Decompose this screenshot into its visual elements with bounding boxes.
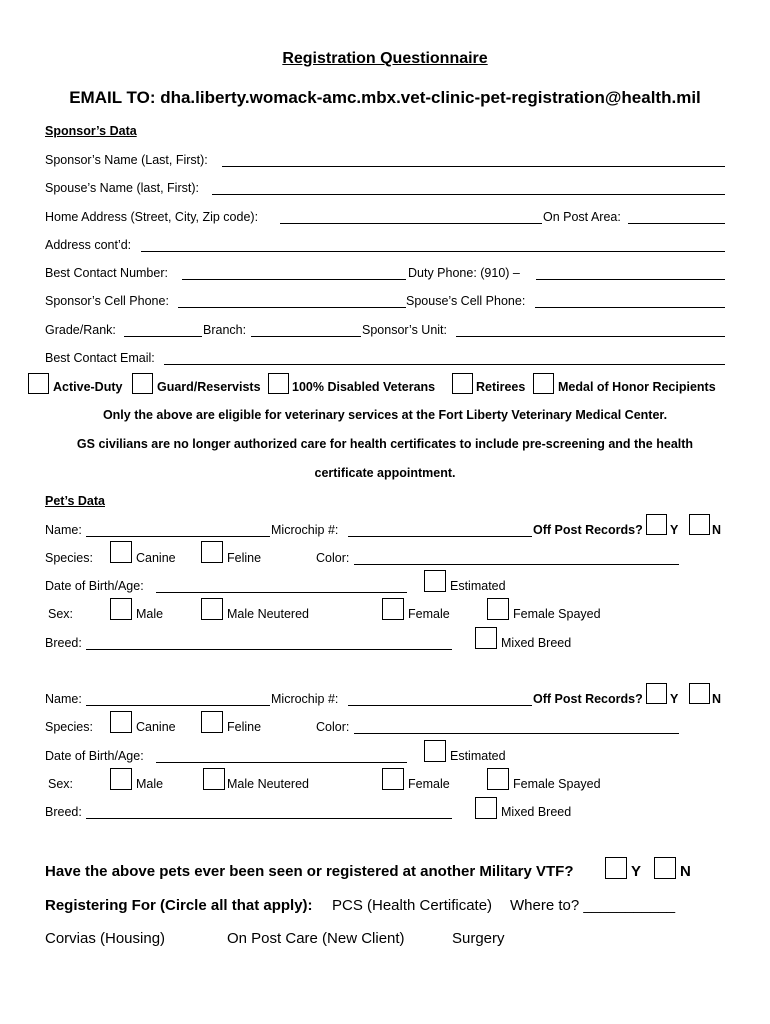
pet2-sex-label: Sex: (48, 777, 74, 791)
pet2-canine-label: Canine (136, 720, 176, 734)
pet2-canine-checkbox[interactable] (110, 711, 132, 733)
address-cont-field[interactable] (141, 251, 725, 252)
pet1-female-spayed-label: Female Spayed (513, 607, 601, 621)
registering-for-label: Registering For (Circle all that apply): (45, 897, 313, 914)
pet1-name-field[interactable] (86, 536, 270, 537)
home-address-label: Home Address (Street, City, Zip code): (45, 210, 259, 224)
pet2-off-post-yes-checkbox[interactable] (646, 683, 667, 704)
retirees-checkbox[interactable] (452, 373, 473, 394)
sponsor-unit-field[interactable] (456, 336, 725, 337)
pet1-male-label: Male (136, 607, 164, 621)
pet1-sex-label: Sex: (48, 607, 74, 621)
best-contact-email-field[interactable] (164, 364, 725, 365)
pet2-male-checkbox[interactable] (110, 768, 132, 790)
best-contact-number-field[interactable] (182, 279, 406, 280)
spouse-name-label: Spouse’s Name (last, First): (45, 181, 199, 195)
pet1-dob-field[interactable] (156, 592, 407, 593)
pet1-estimated-label: Estimated (450, 579, 506, 593)
address-cont-label: Address cont’d: (45, 238, 132, 252)
pet1-male-neutered-checkbox[interactable] (201, 598, 223, 620)
pet2-microchip-field[interactable] (348, 705, 532, 706)
on-post-area-field[interactable] (628, 223, 725, 224)
gs-civilians-note-cont: certificate appointment. (314, 466, 456, 480)
sponsor-name-label: Sponsor’s Name (Last, First): (45, 153, 208, 167)
pet2-off-post-yes-label: Y (670, 692, 679, 706)
pet2-feline-label: Feline (227, 720, 262, 734)
pet2-female-spayed-label: Female Spayed (513, 777, 601, 791)
pet1-female-label: Female (408, 607, 450, 621)
pet2-estimated-checkbox[interactable] (424, 740, 446, 762)
other-vtf-yes-label: Y (631, 863, 642, 880)
pet1-mixed-breed-label: Mixed Breed (501, 636, 572, 650)
where-to-field[interactable]: Where to? ___________ (510, 897, 676, 914)
pet1-canine-label: Canine (136, 551, 176, 565)
pet2-dob-field[interactable] (156, 762, 407, 763)
pet1-microchip-field[interactable] (348, 536, 532, 537)
pet1-off-post-yes-checkbox[interactable] (646, 514, 667, 535)
pet1-dob-label: Date of Birth/Age: (45, 579, 144, 593)
pet2-name-label: Name: (45, 692, 82, 706)
pet1-color-field[interactable] (354, 564, 679, 565)
pet2-estimated-label: Estimated (450, 749, 506, 763)
pet1-female-checkbox[interactable] (382, 598, 404, 620)
pet2-breed-label: Breed: (45, 805, 82, 819)
pet1-off-post-no-label: N (712, 523, 722, 537)
sponsor-cell-label: Sponsor’s Cell Phone: (45, 294, 169, 308)
retirees-label: Retirees (476, 380, 526, 394)
spouse-cell-label: Spouse’s Cell Phone: (406, 294, 526, 308)
pet1-feline-checkbox[interactable] (201, 541, 223, 563)
pet2-color-label: Color: (316, 720, 350, 734)
pet2-female-label: Female (408, 777, 450, 791)
pet2-color-field[interactable] (354, 733, 679, 734)
pet2-microchip-label: Microchip #: (271, 692, 339, 706)
sponsor-unit-label: Sponsor’s Unit: (362, 323, 447, 337)
pet1-estimated-checkbox[interactable] (424, 570, 446, 592)
pet1-off-post-label: Off Post Records? (533, 523, 643, 537)
form-title: Registration Questionnaire (282, 50, 488, 67)
on-post-area-label: On Post Area: (543, 210, 621, 224)
grade-rank-label: Grade/Rank: (45, 323, 116, 337)
pet1-feline-label: Feline (227, 551, 262, 565)
pet1-female-spayed-checkbox[interactable] (487, 598, 509, 620)
pet1-male-neutered-label: Male Neutered (227, 607, 309, 621)
pet2-male-neutered-checkbox[interactable] (203, 768, 225, 790)
disabled-veterans-label: 100% Disabled Veterans (292, 380, 436, 394)
pet2-off-post-no-checkbox[interactable] (689, 683, 710, 704)
duty-phone-label: Duty Phone: (910) – (408, 266, 520, 280)
on-post-care-option[interactable]: On Post Care (New Client) (227, 930, 405, 947)
pet-section-title: Pet’s Data (45, 494, 105, 508)
sponsor-section-title: Sponsor’s Data (45, 124, 137, 138)
guard-reservists-label: Guard/Reservists (157, 380, 261, 394)
spouse-cell-field[interactable] (535, 307, 725, 308)
pet2-feline-checkbox[interactable] (201, 711, 223, 733)
branch-label: Branch: (203, 323, 247, 337)
sponsor-name-field[interactable] (222, 166, 725, 167)
pet1-mixed-breed-checkbox[interactable] (475, 627, 497, 649)
pet1-species-label: Species: (45, 551, 93, 565)
grade-rank-field[interactable] (124, 336, 202, 337)
best-contact-email-label: Best Contact Email: (45, 351, 155, 365)
pet2-breed-field[interactable] (86, 818, 452, 819)
pet2-female-checkbox[interactable] (382, 768, 404, 790)
guard-reservists-checkbox[interactable] (132, 373, 153, 394)
pet2-off-post-no-label: N (712, 692, 722, 706)
pet1-off-post-yes-label: Y (670, 523, 679, 537)
corvias-option[interactable]: Corvias (Housing) (45, 930, 166, 947)
other-vtf-yes-checkbox[interactable] (605, 857, 627, 879)
eligibility-note: Only the above are eligible for veterinary services at the Fort Liberty Veterinary Medical Center. (102, 408, 668, 422)
spouse-name-field[interactable] (212, 194, 725, 195)
pet2-female-spayed-checkbox[interactable] (487, 768, 509, 790)
other-vtf-no-label: N (680, 863, 691, 880)
pet1-breed-label: Breed: (45, 636, 82, 650)
pet2-mixed-breed-label: Mixed Breed (501, 805, 572, 819)
pet2-mixed-breed-checkbox[interactable] (475, 797, 497, 819)
pet1-male-checkbox[interactable] (110, 598, 132, 620)
pet2-off-post-label: Off Post Records? (533, 692, 643, 706)
pet2-species-label: Species: (45, 720, 93, 734)
pcs-option[interactable]: PCS (Health Certificate) (332, 897, 493, 914)
other-vtf-no-checkbox[interactable] (654, 857, 676, 879)
medal-of-honor-checkbox[interactable] (533, 373, 554, 394)
surgery-option[interactable]: Surgery (452, 930, 505, 947)
pet2-male-label: Male (136, 777, 164, 791)
disabled-veterans-checkbox[interactable] (268, 373, 289, 394)
pet2-name-field[interactable] (86, 705, 270, 706)
pet1-microchip-label: Microchip #: (271, 523, 339, 537)
active-duty-checkbox[interactable] (28, 373, 49, 394)
best-contact-number-label: Best Contact Number: (45, 266, 168, 280)
sponsor-cell-field[interactable] (178, 307, 406, 308)
pet1-color-label: Color: (316, 551, 350, 565)
active-duty-label: Active-Duty (53, 380, 123, 394)
pet1-name-label: Name: (45, 523, 82, 537)
medal-of-honor-label: Medal of Honor Recipients (558, 380, 716, 394)
pet2-male-neutered-label: Male Neutered (227, 777, 309, 791)
gs-civilians-note: GS civilians are no longer authorized care for health certificates to include pre-screening and the health (76, 437, 694, 451)
email-to-line: EMAIL TO: dha.liberty.womack-amc.mbx.vet-clinic-pet-registration@health.mil (69, 88, 701, 107)
pet1-off-post-no-checkbox[interactable] (689, 514, 710, 535)
other-vtf-question: Have the above pets ever been seen or registered at another Military VTF? (45, 863, 574, 880)
pet1-breed-field[interactable] (86, 649, 452, 650)
duty-phone-field[interactable] (536, 279, 725, 280)
pet1-canine-checkbox[interactable] (110, 541, 132, 563)
branch-field[interactable] (251, 336, 361, 337)
pet2-dob-label: Date of Birth/Age: (45, 749, 144, 763)
home-address-field[interactable] (280, 223, 542, 224)
